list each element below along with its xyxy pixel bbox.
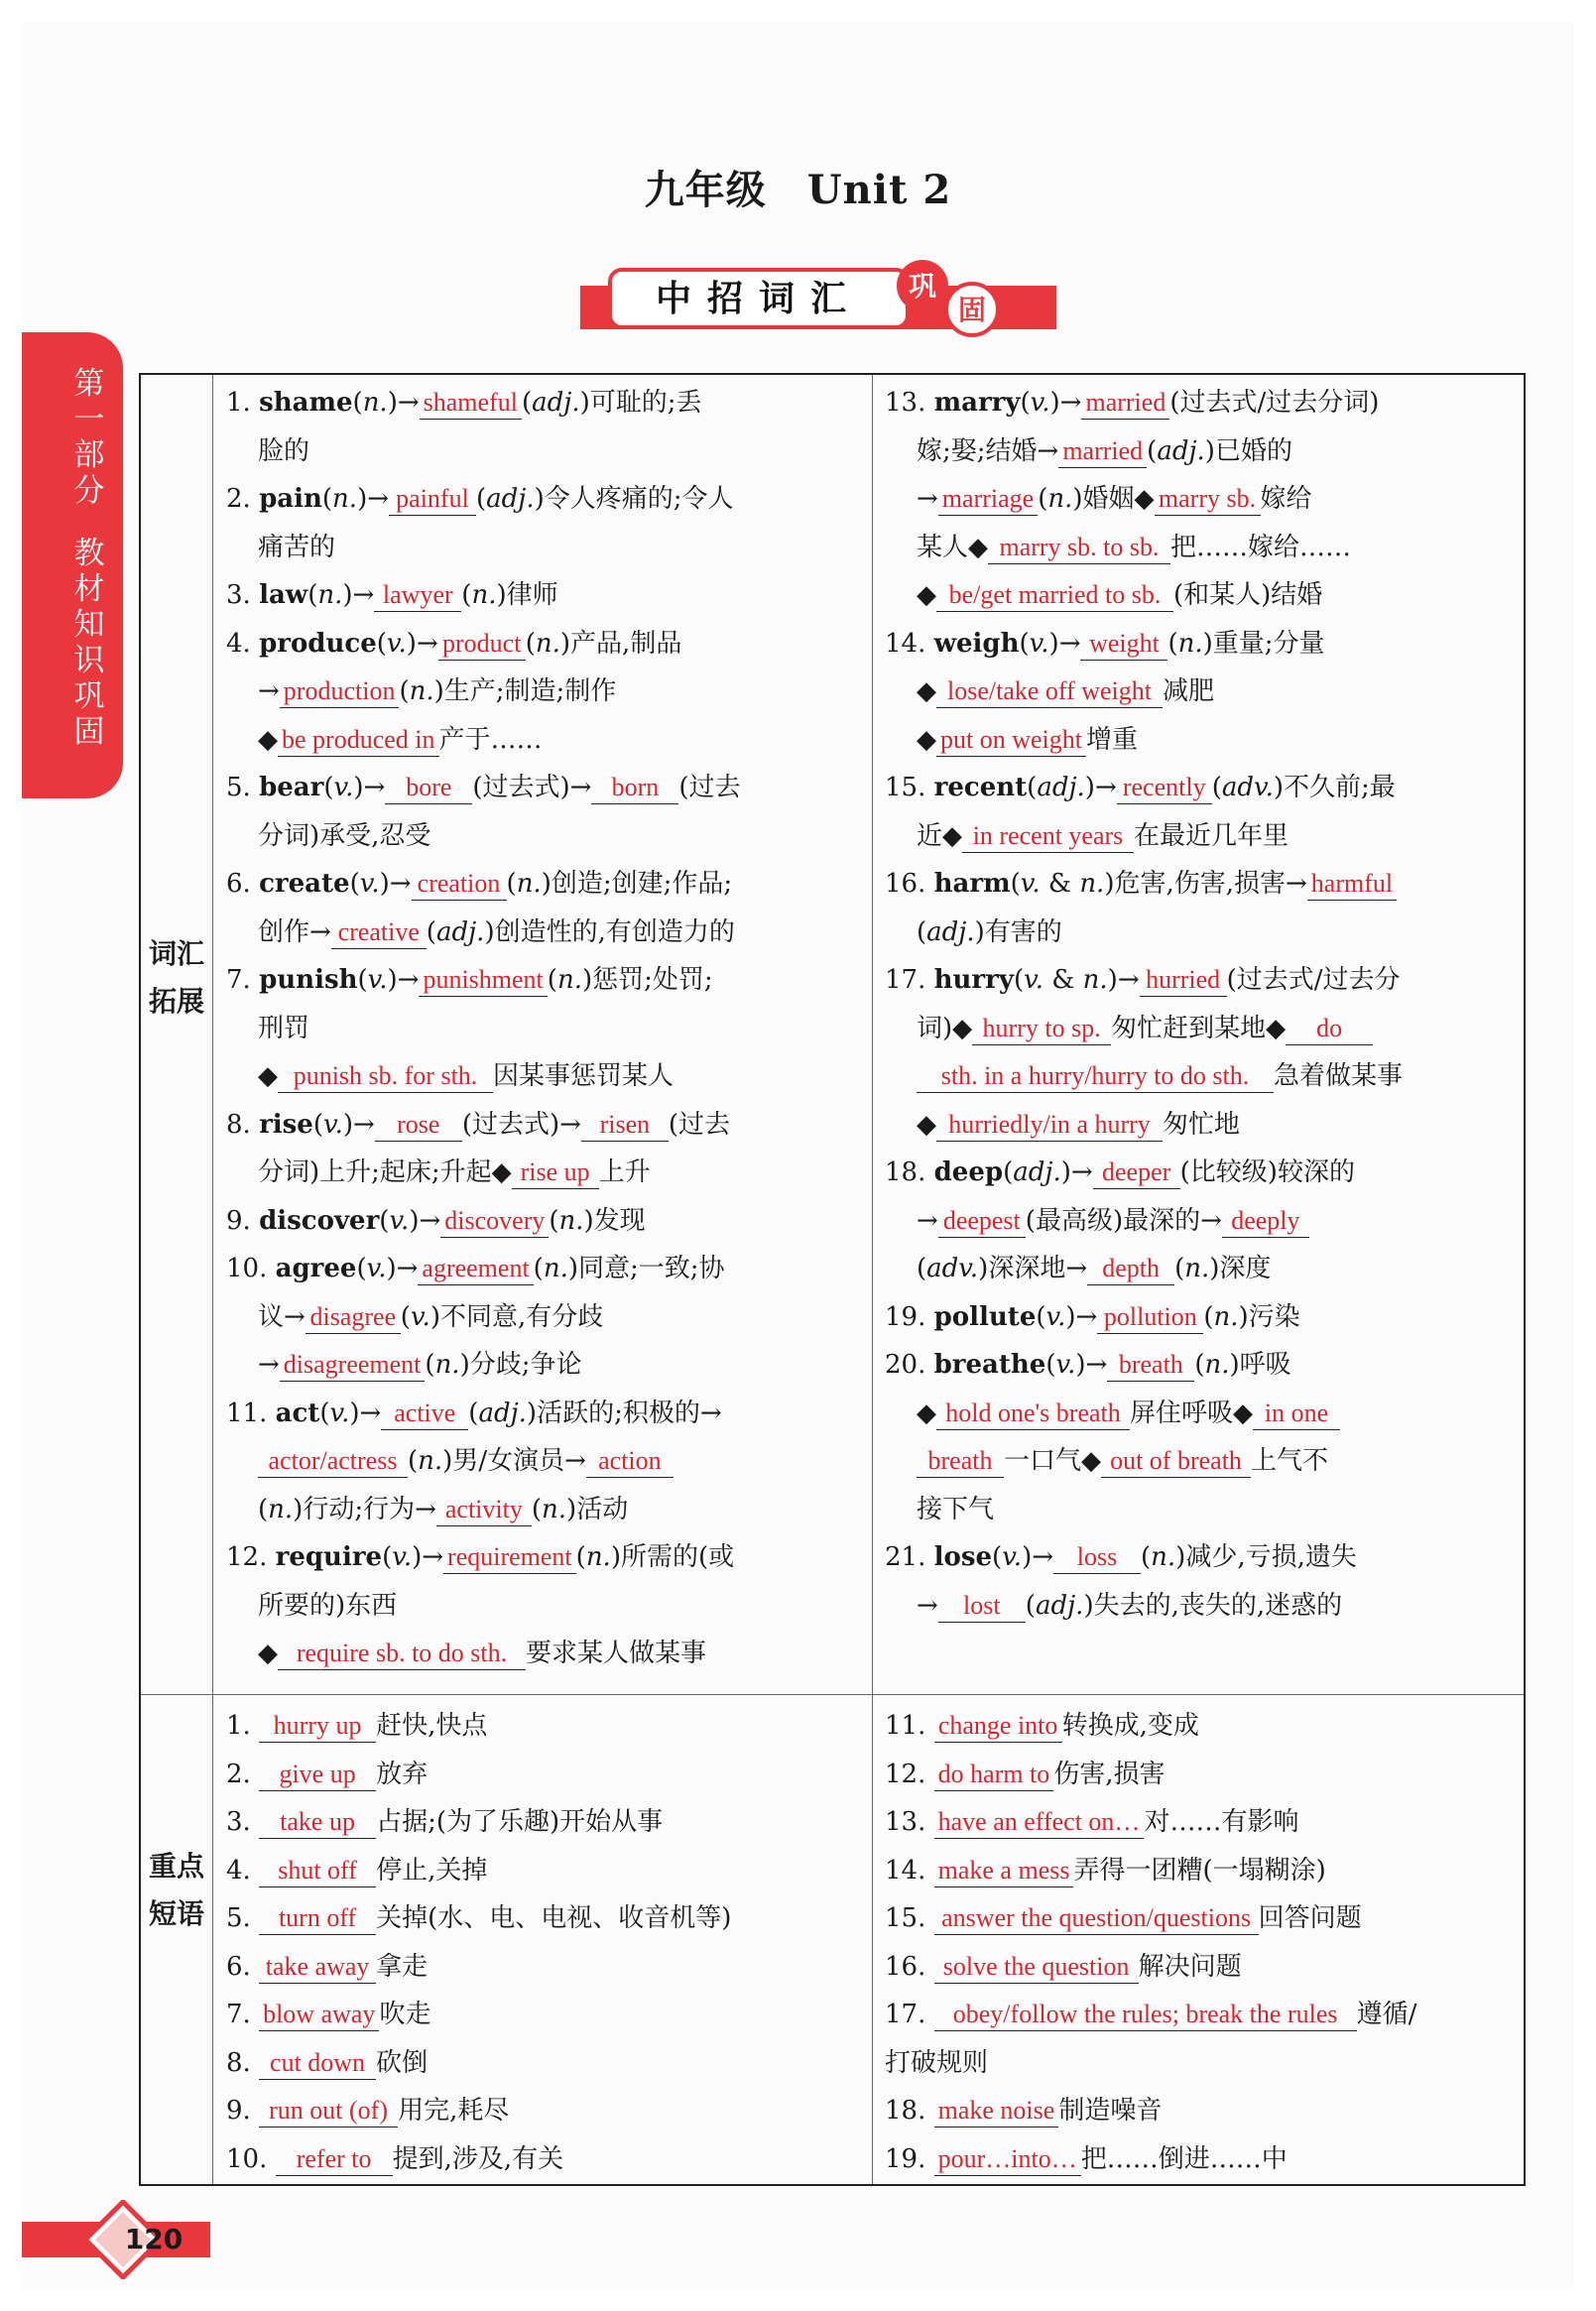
phrase-meaning: 转换成,变成 (1061, 1711, 1199, 1741)
part-of-speech: adj. (486, 484, 535, 514)
answer-blank: deeper (1093, 1156, 1180, 1189)
vocab-line: (adj.)有害的 (917, 916, 1062, 947)
headword: produce (259, 628, 377, 659)
answer-blank: give up (259, 1759, 376, 1791)
vocab-line: 13. marry(v.)→ married (过去式/过去分词) (885, 388, 1380, 418)
answer-blank: out of breath (1101, 1445, 1251, 1478)
vocab-line: 创作→ creative (adj.)创造性的,有创造力的 (258, 916, 735, 947)
part-of-speech: v. (1002, 1542, 1023, 1572)
headword: shame (259, 388, 353, 418)
vocab-line: 16. harm(v. & n.)危害,伤害,损害→ harmful (885, 860, 1520, 909)
part-of-speech: v. (386, 628, 407, 659)
answer-blank: breath (917, 1445, 1004, 1478)
headword: pollute (933, 1301, 1037, 1332)
headword: discover (259, 1205, 380, 1236)
part-of-speech: n. (516, 869, 542, 899)
part-of-speech: adj. (478, 1398, 527, 1428)
phrase-meaning: 吹走 (379, 2000, 431, 2029)
vocab-section-label: 词汇拓展 (148, 937, 204, 1018)
part-of-speech: n. (1151, 1542, 1176, 1572)
side-tab (22, 332, 123, 798)
answer-blank: married (1058, 435, 1147, 468)
answer-blank: loss (1053, 1541, 1141, 1574)
phrase-meaning: 占据;(为了乐趣)开始从事 (376, 1807, 664, 1837)
answer-blank: hurry up (259, 1710, 376, 1743)
answer-blank: take up (259, 1806, 376, 1839)
answer-blank: painful (389, 483, 476, 516)
part-of-speech: n. (317, 580, 343, 610)
answer-blank: risen (581, 1109, 669, 1142)
headword: require (275, 1542, 383, 1572)
phrases-right-column (885, 1702, 1520, 2183)
phrase-item (226, 1894, 861, 1943)
answer-blank: disagree (306, 1301, 401, 1334)
part-of-speech: v. (1045, 1301, 1066, 1332)
phrase-item (885, 1991, 1520, 2039)
part-of-speech: n. (1204, 1350, 1230, 1380)
part-of-speech: n. (409, 676, 434, 706)
part-of-speech: n. (362, 388, 388, 418)
phrase-item (226, 2087, 861, 2135)
vocab-line: → production (n.)生产;制造;制作 (258, 676, 617, 706)
headword: pain (259, 484, 322, 514)
answer-blank: action (586, 1445, 674, 1478)
section-banner (580, 256, 1056, 351)
answer-blank: recently (1117, 772, 1212, 804)
phrase-meaning: 提到,涉及,有关 (392, 2143, 564, 2174)
divider (212, 375, 213, 2184)
answer-blank: active (381, 1398, 468, 1430)
part-of-speech: v. (333, 773, 354, 802)
phrase-number: 2. (226, 1759, 260, 1789)
vocab-line: 分词)承受,忍受 (258, 820, 431, 851)
headword: law (259, 580, 308, 610)
phrase-number: 8. (226, 2047, 260, 2078)
vocab-line: ◆ require sb. to do sth. 要求某人做某事 (258, 1639, 707, 1668)
vocab-line: 12. require(v.)→ requirement (n.)所需的(或 (226, 1542, 735, 1572)
answer-blank: sth. in a hurry/hurry to do sth. (917, 1060, 1274, 1093)
phrase-section-label: 重点短语 (148, 1850, 204, 1930)
part-of-speech: adj. (926, 916, 975, 947)
part-of-speech: adj. (435, 916, 485, 947)
phrase-item (226, 1847, 861, 1895)
vocab-line: 5. bear(v.)→ bore (过去式)→ born (过去 (226, 773, 741, 802)
phrase-number: 11. (885, 1711, 934, 1741)
part-of-speech: n. (585, 1542, 611, 1572)
part-of-speech: v. (329, 1398, 350, 1428)
vocab-line: ◆ be produced in 产于…… (258, 724, 543, 755)
answer-blank: lawyer (374, 579, 461, 612)
answer-blank: marriage (938, 483, 1038, 516)
vocab-line: 18. deep(adj.)→ deeper (比较级)较深的 (885, 1157, 1355, 1187)
banner-graphic (580, 256, 1056, 351)
answer-blank: do harm to (934, 1759, 1054, 1791)
phrase-number: 14. (885, 1855, 934, 1885)
divider (872, 375, 873, 2184)
part-of-speech: n. (1082, 965, 1108, 995)
phrase-number: 15. (885, 1903, 934, 1933)
part-of-speech: n. (542, 1494, 567, 1524)
phrase-meaning: 放弃 (376, 1759, 429, 1789)
vocab-line: 刑罚 (258, 1013, 310, 1043)
vocab-line: 痛苦的 (258, 532, 336, 562)
answer-blank: be/get married to sb. (936, 579, 1173, 612)
part-of-speech: n. (535, 628, 560, 659)
phrase-meaning: 赶快,快点 (376, 1711, 488, 1741)
phrase-number: 9. (226, 2096, 260, 2126)
answer-blank: rise up (512, 1156, 599, 1189)
part-of-speech: adj. (1035, 1590, 1084, 1621)
headword: harm (933, 869, 1011, 899)
phrase-item (226, 2039, 861, 2088)
part-of-speech: n. (1184, 1254, 1210, 1283)
vocab-line: 11. act(v.)→ active (adj.)活跃的;积极的→ (226, 1398, 722, 1428)
banner-text: 中招词汇 (655, 279, 863, 319)
answer-blank: be produced in (278, 724, 439, 757)
phrase-meaning: 停止,关掉 (376, 1855, 488, 1885)
headword: lose (933, 1542, 993, 1572)
vocab-line: 某人◆ marry sb. to sb. 把……嫁给…… (917, 532, 1352, 562)
answer-blank: married (1081, 387, 1169, 420)
part-of-speech: n. (418, 1446, 443, 1476)
vocab-line: 3. law(n.)→ lawyer (n.)律师 (226, 580, 558, 610)
answer-blank: obey/follow the rules; break the rules (934, 1999, 1357, 2031)
part-of-speech: v. (367, 965, 388, 995)
phrase-item (885, 1894, 1520, 1943)
answer-blank: lost (938, 1590, 1026, 1623)
answer-blank: breath (1107, 1349, 1194, 1382)
answer-blank: born (591, 772, 678, 804)
answer-blank: punish sb. for sth. (278, 1060, 493, 1093)
phrase-number: 12. (885, 1759, 934, 1789)
answer-blank: rose (375, 1109, 462, 1142)
phrase-meaning: 砍倒 (376, 2047, 429, 2078)
vocab-line: 脸的 (258, 435, 310, 466)
phrase-number: 18. (885, 2096, 934, 2126)
phrase-item (226, 2135, 861, 2184)
part-of-speech: v. (1030, 388, 1050, 418)
vocab-line: 所要的)东西 (258, 1590, 398, 1621)
answer-blank: disagreement (280, 1349, 426, 1382)
phrase-number: 6. (226, 1951, 260, 1982)
answer-blank: put on weight (936, 724, 1086, 757)
answer-blank: creative (331, 916, 427, 949)
vocab-line: 10. agree(v.)→ agreement (n.)同意;一致;协 (226, 1254, 725, 1283)
part-of-speech: adj. (1013, 1157, 1061, 1187)
headword: deep (933, 1157, 1004, 1187)
headword: weigh (933, 628, 1020, 659)
side-tab-line-2: 教材知识巩固 (73, 536, 105, 750)
part-of-speech: n. (556, 965, 582, 995)
answer-blank: blow away (259, 1999, 379, 2031)
phrase-item (226, 1702, 861, 1751)
phrase-item (226, 1751, 861, 1799)
phrase-item (885, 1798, 1520, 1847)
answer-blank: shut off (259, 1855, 376, 1887)
headword: act (275, 1398, 320, 1428)
answer-blank: hurried (1140, 964, 1227, 997)
page-number: 120 (124, 2223, 184, 2255)
vocab-line: 6. create(v.)→ creation (n.)创造;创建;作品; (226, 869, 733, 899)
phrase-meaning: 弄得一团糟(一塌糊涂) (1073, 1855, 1326, 1885)
vocab-line: ◆ hold one's breath 屏住呼吸◆ in one (885, 1390, 1520, 1438)
part-of-speech: v. (359, 869, 380, 899)
answer-blank: take away (259, 1951, 376, 1984)
headword: recent (933, 773, 1028, 802)
vocab-line: actor/actress (n.)男/女演员→ action (226, 1437, 861, 1486)
vocab-line: ◆ punish sb. for sth. 因某事惩罚某人 (258, 1061, 675, 1091)
phrase-number: 17. (885, 2000, 934, 2029)
vocab-line: ◆ hurriedly/in a hurry 匆忙地 (917, 1109, 1241, 1140)
vocab-line: 8. rise(v.)→ rose (过去式)→ risen (过去 (226, 1109, 731, 1140)
answer-blank: cut down (259, 2047, 376, 2080)
vocab-line: 19. pollute(v.)→ pollution (n.)污染 (885, 1301, 1300, 1332)
part-of-speech: n. (332, 484, 358, 514)
vocab-line: 14. weigh(v.)→ weight (n.)重量;分量 (885, 628, 1325, 659)
phrase-item (885, 2135, 1520, 2184)
vocab-line: sth. in a hurry/hurry to do sth. 急着做某事 (885, 1052, 1520, 1101)
part-of-speech: adv. (926, 1254, 979, 1283)
phrase-meaning: 关掉(水、电、电视、收音机等) (376, 1903, 732, 1933)
part-of-speech: n. (1177, 628, 1203, 659)
answer-blank: harmful (1307, 868, 1397, 901)
answer-blank: refer to (276, 2143, 393, 2176)
part-of-speech: v. (1020, 869, 1041, 899)
answer-blank: hurriedly/in a hurry (936, 1109, 1163, 1142)
answer-blank: run out (of) (259, 2095, 398, 2128)
phrase-item (885, 1751, 1520, 1799)
vocab-line: 2. pain(n.)→ painful (adj.)令人疼痛的;令人 (226, 484, 734, 514)
headword: punish (259, 965, 358, 995)
content-table (139, 373, 1526, 2186)
headword: bear (259, 773, 324, 802)
phrases-left-column (226, 1702, 861, 2183)
answer-blank: requirement (443, 1541, 576, 1574)
vocab-line: (n.)行动;行为→ activity (n.)活动 (258, 1494, 629, 1524)
answer-blank: turn off (259, 1902, 376, 1935)
part-of-speech: v. (1029, 628, 1049, 659)
phrase-number: 16. (885, 1951, 934, 1982)
phrase-item (226, 1798, 861, 1847)
phrase-meaning: 回答问题 (1258, 1903, 1362, 1933)
phrase-item (885, 1847, 1520, 1895)
answer-blank: marry sb. to sb. (988, 532, 1170, 564)
vocab-line: 21. lose(v.)→ loss (n.)减少,亏损,遗失 (885, 1542, 1357, 1572)
banner-badge-1: 巩 (908, 270, 937, 303)
phrase-meaning: 制造噪音 (1058, 2096, 1163, 2126)
answer-blank: creation (412, 868, 507, 901)
answer-blank: in one (1253, 1398, 1340, 1430)
headword: breathe (933, 1350, 1046, 1380)
vocab-line: 15. recent(adj.)→ recently (adv.)不久前;最 (885, 773, 1396, 802)
vocab-line: 近◆ in recent years 在最近几年里 (917, 820, 1289, 851)
headword: agree (275, 1254, 357, 1283)
part-of-speech: n. (1047, 484, 1073, 514)
vocab-line: 嫁;娶;结婚→ married (adj.)已婚的 (917, 435, 1292, 466)
vocab-line: 1. shame(n.)→ shameful (adj.)可耻的;丢 (226, 388, 702, 418)
answer-blank: punishment (419, 964, 547, 997)
phrase-meaning: 遵循/ (1356, 2000, 1417, 2029)
phrase-item (226, 1991, 861, 2039)
answer-blank: have an effect on… (934, 1806, 1145, 1839)
headword: hurry (933, 965, 1014, 995)
phrase-meaning: 把……倒进……中 (1080, 2143, 1288, 2174)
vocab-line: 词)◆ hurry to sp. 匆忙赶到某地◆ do (885, 1005, 1520, 1053)
headword: create (259, 869, 350, 899)
answer-blank: deeply (1222, 1205, 1309, 1238)
vocab-line: → marriage (n.)婚姻◆ marry sb. 嫁给 (917, 484, 1312, 514)
phrase-number: 19. (885, 2143, 934, 2174)
phrase-item (885, 1702, 1520, 1751)
phrase-number: 5. (226, 1903, 260, 1933)
side-tab-line-1: 第一部分 (73, 366, 105, 509)
part-of-speech: adj. (1157, 435, 1205, 466)
banner-badge-2: 固 (957, 294, 987, 326)
vocab-line: → deepest (最高级)最深的→ deeply (885, 1197, 1520, 1246)
answer-blank: answer the question/questions (934, 1902, 1259, 1935)
answer-blank: production (280, 675, 400, 708)
answer-blank: product (438, 628, 526, 661)
answer-blank: marry sb. (1155, 483, 1261, 516)
part-of-speech: n. (1213, 1301, 1239, 1332)
part-of-speech: adj. (1037, 773, 1085, 802)
vocab-line: 20. breathe(v.)→ breath (n.)呼吸 (885, 1350, 1291, 1380)
answer-blank: shameful (420, 387, 522, 420)
vocab-line: → disagreement (n.)分歧;争论 (258, 1350, 582, 1380)
answer-blank: do (1286, 1013, 1373, 1045)
vocab-line: ◆ put on weight 增重 (917, 724, 1139, 755)
headword: rise (259, 1109, 313, 1140)
answer-blank: pour…into… (934, 2143, 1081, 2176)
part-of-speech: v. (410, 1301, 430, 1332)
answer-blank: hold one's breath (936, 1398, 1130, 1430)
part-of-speech: n. (1079, 869, 1105, 899)
part-of-speech: adj. (532, 388, 580, 418)
vocab-line: breath 一口气◆ out of breath 上气不 (885, 1437, 1520, 1486)
part-of-speech: v. (1024, 965, 1044, 995)
vocab-right-column (885, 379, 1520, 1630)
part-of-speech: v. (392, 1542, 413, 1572)
phrase-item (226, 1943, 861, 1992)
answer-blank: make noise (934, 2095, 1059, 2128)
vocab-line: (adv.)深深地→ depth (n.)深度 (917, 1254, 1272, 1283)
answer-blank: hurry to sp. (972, 1013, 1111, 1045)
vocab-line: 9. discover(v.)→ discovery (n.)发现 (226, 1205, 646, 1236)
headword: marry (933, 388, 1021, 418)
phrase-number: 10. (226, 2143, 276, 2174)
vocab-line: 4. produce(v.)→ product (n.)产品,制品 (226, 628, 682, 659)
answer-blank: lose/take off weight (936, 675, 1163, 708)
answer-blank: agreement (418, 1253, 533, 1285)
vocab-line: → lost (adj.)失去的,丧失的,迷惑的 (917, 1590, 1343, 1621)
phrase-meaning: 打破规则 (885, 2047, 989, 2078)
answer-blank: discovery (440, 1205, 549, 1238)
part-of-speech: v. (366, 1254, 387, 1283)
answer-blank: actor/actress (258, 1445, 408, 1478)
answer-blank: require sb. to do sth. (278, 1638, 526, 1670)
part-of-speech: n. (434, 1350, 460, 1380)
part-of-speech: n. (543, 1254, 568, 1283)
answer-blank: make a mess (934, 1855, 1074, 1887)
answer-blank: solve the question (934, 1951, 1139, 1984)
vocab-line: ◆ be/get married to sb. (和某人)结婚 (917, 580, 1323, 610)
answer-blank: change into (934, 1710, 1062, 1743)
answer-blank: pollution (1097, 1301, 1203, 1334)
vocab-line: 17. hurry(v. & n.)→ hurried (过去式/过去分 (885, 965, 1401, 995)
phrase-item (885, 2039, 1520, 2088)
answer-blank: in recent years (962, 820, 1134, 853)
answer-blank: depth (1087, 1253, 1174, 1285)
page-title: 九年级 Unit 2 (644, 167, 952, 213)
phrase-meaning: 解决问题 (1138, 1951, 1242, 1982)
phrase-meaning: 伤害,损害 (1053, 1759, 1166, 1789)
phrase-meaning: 对……有影响 (1144, 1807, 1299, 1837)
phrase-item (885, 2087, 1520, 2135)
phrase-meaning: 拿走 (376, 1951, 429, 1982)
part-of-speech: v. (323, 1109, 343, 1140)
answer-blank: deepest (938, 1205, 1026, 1238)
part-of-speech: n. (268, 1494, 294, 1524)
part-of-speech: v. (1055, 1350, 1076, 1380)
phrase-number: 7. (226, 2000, 260, 2029)
phrase-number: 4. (226, 1855, 260, 1885)
part-of-speech: v. (389, 1205, 410, 1236)
answer-blank: weight (1080, 628, 1167, 661)
phrase-number: 13. (885, 1807, 934, 1837)
part-of-speech: n. (471, 580, 497, 610)
vocab-line: 分词)上升;起床;升起◆ rise up 上升 (258, 1157, 651, 1187)
answer-blank: activity (436, 1494, 532, 1526)
part-of-speech: adv. (1221, 773, 1274, 802)
divider (141, 1694, 1524, 1695)
answer-blank: bore (385, 772, 472, 804)
phrase-number: 3. (226, 1807, 260, 1837)
vocab-line: 议→ disagree (v.)不同意,有分歧 (258, 1301, 604, 1332)
phrase-number: 1. (226, 1711, 260, 1741)
phrase-meaning: 用完,耗尽 (398, 2096, 510, 2126)
vocab-line: 7. punish(v.)→ punishment (n.)惩罚;处罚; (226, 965, 713, 995)
vocab-line: ◆ lose/take off weight 减肥 (917, 676, 1215, 706)
vocab-line: 接下气 (917, 1494, 995, 1524)
phrase-item (885, 1943, 1520, 1992)
vocab-left-column (226, 379, 861, 1678)
part-of-speech: n. (558, 1205, 584, 1236)
